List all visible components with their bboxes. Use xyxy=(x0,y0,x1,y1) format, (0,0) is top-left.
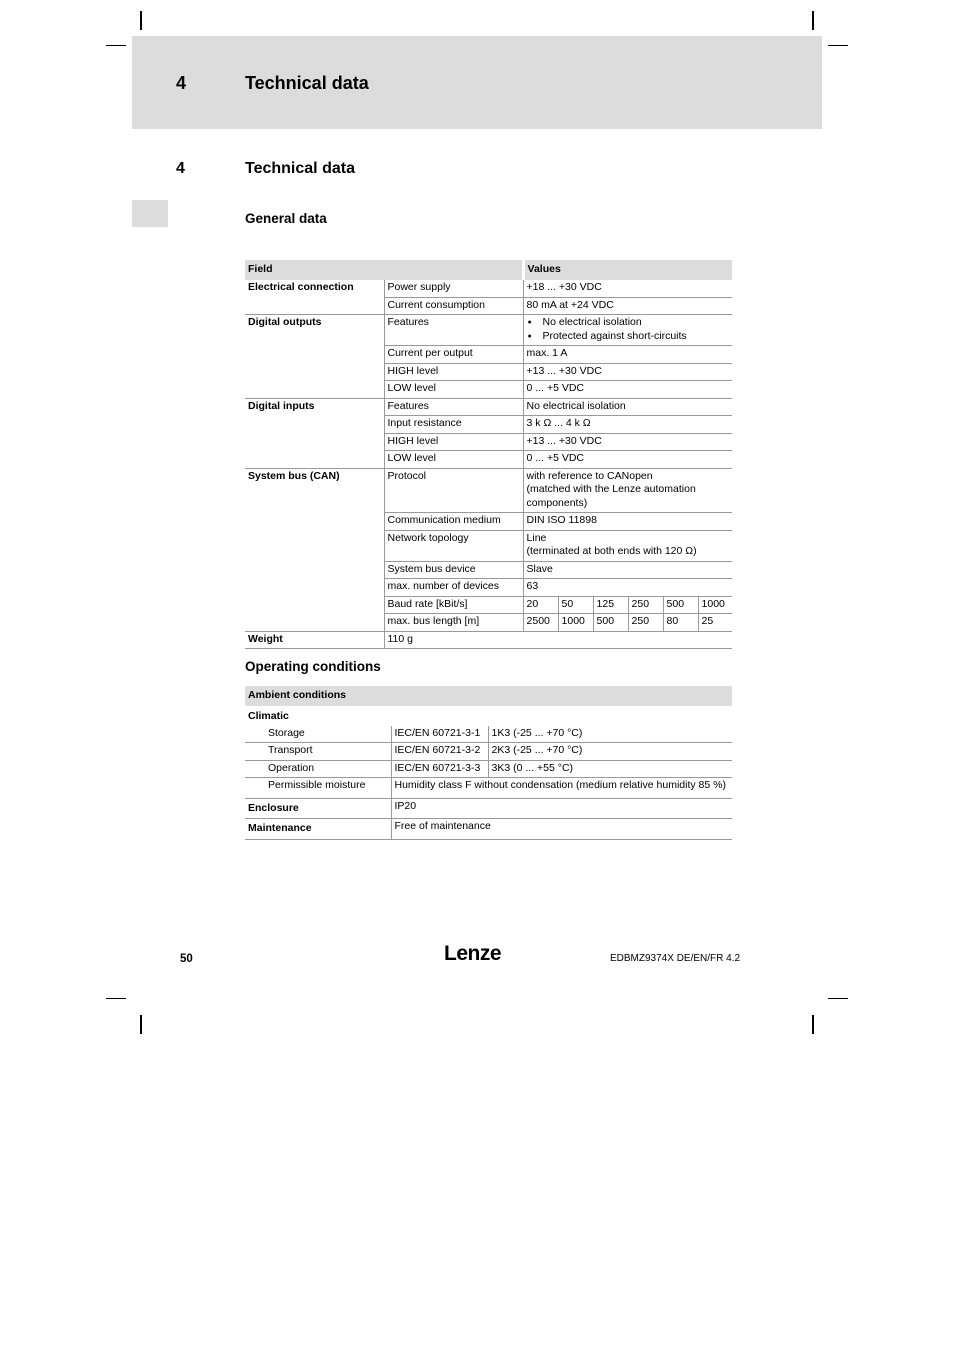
col-field-header: Field xyxy=(245,260,523,280)
field-label: Input resistance xyxy=(384,416,523,434)
table-row xyxy=(245,631,732,649)
field-label: Baud rate [kBit/s] xyxy=(384,596,523,614)
value-line: (matched with the Lenze automation xyxy=(526,483,696,495)
lenze-logo: Lenze xyxy=(444,942,502,965)
table-row xyxy=(245,398,732,416)
length-cell: 25 xyxy=(698,614,732,632)
page-number: 50 xyxy=(180,953,193,965)
field-label: HIGH level xyxy=(384,363,523,381)
crop-mark xyxy=(106,45,126,46)
table-header-row xyxy=(245,686,732,706)
table-row xyxy=(245,280,732,297)
table-row xyxy=(245,468,732,513)
length-cell: 500 xyxy=(593,614,628,632)
field-label: Current consumption xyxy=(384,297,523,315)
field-value: No electrical isolation xyxy=(523,398,732,416)
header-band xyxy=(132,36,822,129)
field-value: 0 ... +5 VDC xyxy=(523,451,732,469)
section-title: Technical data xyxy=(245,160,355,177)
crop-mark xyxy=(812,11,814,30)
table-row xyxy=(245,726,732,743)
field-value: 3 k Ω ... 4 k Ω xyxy=(523,416,732,434)
condition-label: Storage xyxy=(245,726,391,743)
field-label: Features xyxy=(384,398,523,416)
ambient-conditions-header: Ambient conditions xyxy=(245,686,732,706)
crop-mark xyxy=(812,1015,814,1034)
condition-value: Humidity class F without condensation (medium relative humidity 85 %) xyxy=(391,778,732,799)
field-value xyxy=(523,315,732,346)
field-value: 80 mA at +24 VDC xyxy=(523,297,732,315)
condition-label: Permissible moisture xyxy=(245,778,391,799)
field-label: Current per output xyxy=(384,346,523,364)
group-label: Electrical connection xyxy=(245,280,384,315)
general-data-table xyxy=(245,260,732,649)
table-header-row xyxy=(245,260,732,280)
baud-cell: 1000 xyxy=(698,596,732,614)
maintenance-value: Free of maintenance xyxy=(391,819,732,840)
field-label: System bus device xyxy=(384,561,523,579)
value-line: (terminated at both ends with 120 Ω) xyxy=(526,545,697,557)
table-row xyxy=(245,706,732,726)
field-label: Network topology xyxy=(384,530,523,561)
bullet-list xyxy=(527,316,730,343)
field-value: +13 ... +30 VDC xyxy=(523,363,732,381)
operating-conditions-title: Operating conditions xyxy=(245,659,381,674)
condition-value: 3K3 (0 ... +55 °C) xyxy=(488,760,732,778)
field-label: max. bus length [m] xyxy=(384,614,523,632)
length-cell: 80 xyxy=(663,614,698,632)
baud-cell: 500 xyxy=(663,596,698,614)
length-cell: 1000 xyxy=(558,614,593,632)
group-label: Weight xyxy=(245,631,384,649)
baud-cell: 50 xyxy=(558,596,593,614)
field-value: 63 xyxy=(523,579,732,597)
col-values-header: Values xyxy=(523,260,732,280)
table-row xyxy=(245,760,732,778)
table-row xyxy=(245,778,732,799)
document-id: EDBMZ9374X DE/EN/FR 4.2 xyxy=(610,953,741,964)
field-value xyxy=(523,530,732,561)
field-label: Power supply xyxy=(384,280,523,297)
crop-mark xyxy=(140,1015,142,1034)
condition-label: Transport xyxy=(245,743,391,761)
enclosure-label: Enclosure xyxy=(245,798,391,819)
group-label: System bus (CAN) xyxy=(245,468,384,631)
climatic-label: Climatic xyxy=(248,710,289,722)
field-label: HIGH level xyxy=(384,433,523,451)
standard-value: IEC/EN 60721-3-3 xyxy=(391,760,488,778)
standard-value: IEC/EN 60721-3-2 xyxy=(391,743,488,761)
side-tab xyxy=(132,200,168,227)
length-cell: 2500 xyxy=(523,614,558,632)
crop-mark xyxy=(828,45,848,46)
field-value xyxy=(523,468,732,513)
value-line: Line xyxy=(526,531,547,544)
chapter-title: Technical data xyxy=(245,73,369,93)
group-label: Digital inputs xyxy=(245,398,384,468)
field-value: DIN ISO 11898 xyxy=(523,513,732,531)
chapter-number: 4 xyxy=(176,73,187,93)
field-label: Features xyxy=(384,315,523,346)
section-number: 4 xyxy=(176,160,185,177)
field-value: max. 1 A xyxy=(523,346,732,364)
field-value: +13 ... +30 VDC xyxy=(523,433,732,451)
bullet-item: ● Protected against short-circuits xyxy=(527,330,730,344)
enclosure-value: IP20 xyxy=(391,798,732,819)
crop-mark xyxy=(140,11,142,30)
table-row xyxy=(245,798,732,819)
field-label: LOW level xyxy=(384,381,523,399)
field-label: Communication medium xyxy=(384,513,523,531)
table-row xyxy=(245,819,732,840)
crop-mark xyxy=(828,998,848,999)
field-label: LOW level xyxy=(384,451,523,469)
value-line: components) xyxy=(526,496,588,509)
general-data-title: General data xyxy=(245,211,327,226)
field-value: 110 g xyxy=(384,631,732,649)
bullet-item: ● No electrical isolation xyxy=(527,316,730,330)
value-line: with reference to CANopen xyxy=(526,469,653,482)
condition-label: Operation xyxy=(245,760,391,778)
standard-value: IEC/EN 60721-3-1 xyxy=(391,726,488,743)
field-value: +18 ... +30 VDC xyxy=(523,280,732,297)
field-label: Protocol xyxy=(384,468,523,513)
field-label: max. number of devices xyxy=(384,579,523,597)
baud-cell: 250 xyxy=(628,596,663,614)
condition-value: 2K3 (-25 ... +70 °C) xyxy=(488,743,732,761)
group-label: Digital outputs xyxy=(245,315,384,399)
field-value: Slave xyxy=(523,561,732,579)
table-row xyxy=(245,315,732,346)
baud-cell: 125 xyxy=(593,596,628,614)
baud-cell: 20 xyxy=(523,596,558,614)
length-cell: 250 xyxy=(628,614,663,632)
table-row xyxy=(245,743,732,761)
operating-conditions-table xyxy=(245,686,732,840)
condition-value: 1K3 (-25 ... +70 °C) xyxy=(488,726,732,743)
crop-mark xyxy=(106,998,126,999)
maintenance-label: Maintenance xyxy=(245,819,391,840)
field-value: 0 ... +5 VDC xyxy=(523,381,732,399)
